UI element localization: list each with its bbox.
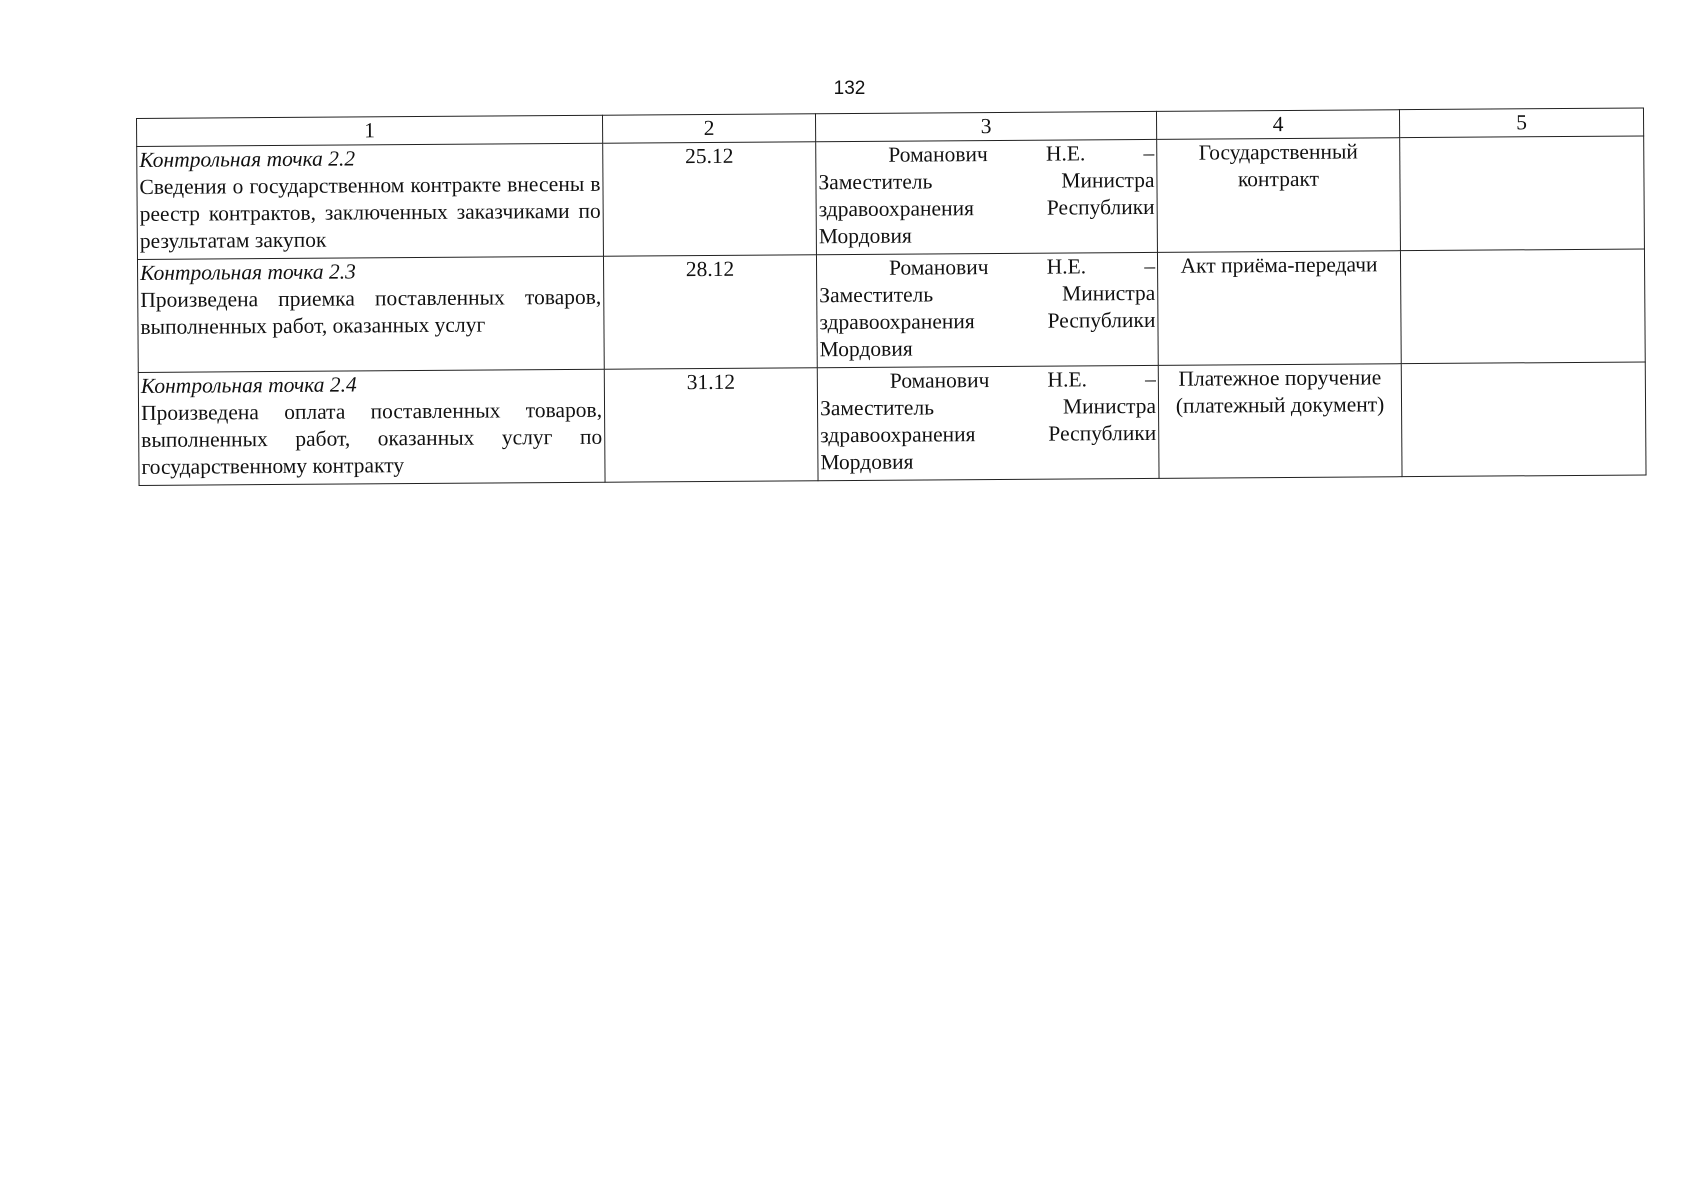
column-header: 5 [1399,108,1643,138]
responsible-position: здравоохранения Республики [820,420,1157,448]
responsible-cell [817,365,1159,480]
description-cell [137,256,604,372]
checkpoint-title: Контрольная точка 2.4 [140,372,357,398]
date-cell: 31.12 [604,368,818,482]
checkpoint-description: Произведена оплата поставленных товаров, выполненных работ, оказанных услуг по государственному контракту [140,397,603,479]
column-header: 3 [815,111,1156,141]
column-header: 1 [137,115,603,146]
date-cell: 25.12 [603,142,817,256]
date-cell: 28.12 [603,255,817,369]
checkpoint-description: Произведена приемка поставленных товаров, выполненных работ, оказанных услуг [140,284,602,339]
responsible-position: Заместитель Министра [819,280,1156,308]
empty-cell [1400,136,1645,251]
responsible-cell [816,139,1158,254]
responsible-position: Мордовия [820,449,914,475]
column-header: 4 [1156,110,1399,140]
checkpoint-title: Контрольная точка 2.2 [139,146,356,172]
table-row [137,136,1645,260]
document-cell: Акт приёма-передачи [1157,251,1401,366]
table-row [137,249,1645,373]
responsible-position: здравоохранения Республики [819,307,1156,335]
control-points-table [136,107,1647,486]
responsible-position: Мордовия [818,223,912,249]
empty-cell [1400,249,1645,364]
responsible-name: Романович Н.Е. – [888,253,1156,280]
column-header: 2 [602,114,815,143]
responsible-position: Заместитель Министра [818,167,1155,195]
responsible-name: Романович Н.Е. – [889,366,1156,393]
description-cell [137,143,604,259]
checkpoint-title: Контрольная точка 2.3 [139,259,356,285]
responsible-position: Заместитель Министра [819,393,1157,421]
document-cell: Платежное поручение (платежный документ) [1158,364,1402,479]
empty-cell [1401,362,1646,477]
responsible-cell [816,252,1158,367]
responsible-name: Романович Н.Е. – [888,140,1155,167]
checkpoint-description: Сведения о государственном контракте внесены в реестр контрактов, заключенных заказчиками по результатам закупок [139,171,601,253]
table-row [138,362,1646,486]
page-number: 132 [833,78,866,99]
responsible-position: здравоохранения Республики [818,194,1155,222]
document-cell: Государственный контракт [1157,138,1401,253]
description-cell [138,369,605,485]
responsible-position: Мордовия [819,336,913,362]
